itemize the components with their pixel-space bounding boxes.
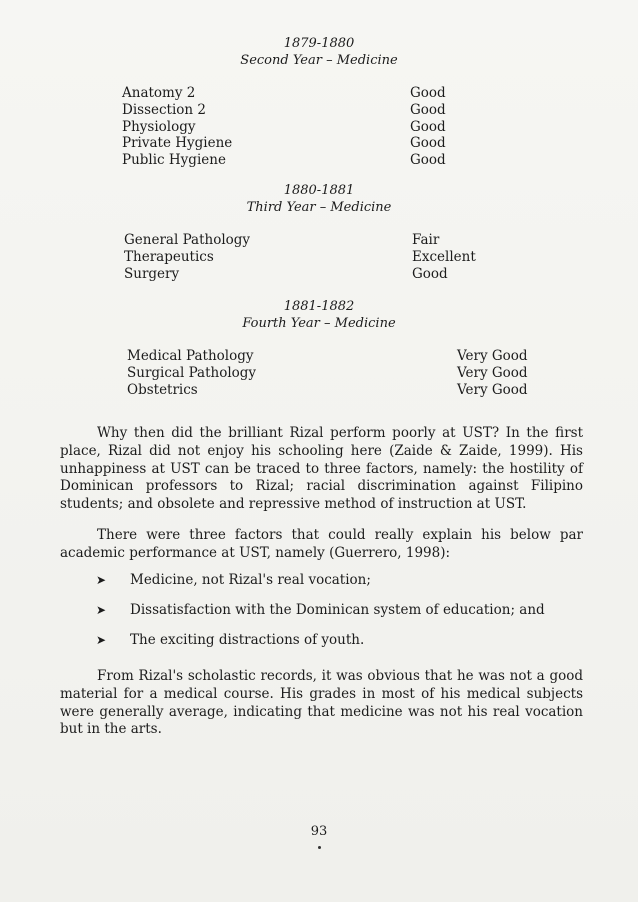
grade-row	[122, 119, 452, 136]
subject-grade: Excellent	[412, 248, 476, 265]
bullet-item	[96, 632, 576, 649]
grades-table-second-year	[122, 85, 452, 169]
subject-grade: Very Good	[457, 381, 528, 398]
grade-row	[124, 249, 504, 266]
year-level-heading: Fourth Year – Medicine	[242, 316, 396, 331]
grade-row	[122, 102, 452, 119]
subject-name: Private Hygiene	[122, 135, 233, 152]
year-level-heading: Second Year – Medicine	[240, 53, 398, 68]
subject-grade: Good	[410, 118, 446, 135]
grade-row	[124, 266, 504, 283]
grade-row	[122, 152, 452, 169]
subject-grade: Good	[410, 85, 446, 101]
subject-name: Surgery	[124, 265, 180, 282]
grades-table-third-year	[124, 232, 504, 282]
subject-grade: Fair	[412, 232, 440, 248]
subject-name: Anatomy 2	[122, 85, 196, 101]
subject-grade: Very Good	[457, 348, 528, 364]
year-heading: 1880-1881	[283, 183, 355, 198]
grade-row	[127, 382, 547, 399]
subject-name: Dissection 2	[122, 101, 206, 118]
subject-name: Physiology	[122, 118, 196, 135]
year-heading: 1879-1880	[283, 36, 355, 51]
subject-grade: Good	[412, 265, 448, 282]
subject-grade: Good	[410, 152, 446, 169]
grade-row	[127, 348, 547, 365]
body-paragraph: There were three factors that could really explain his below par academic performance at UST, namely (Guerrero, 1998):	[60, 527, 583, 561]
bullet-item	[96, 572, 576, 589]
subject-grade: Good	[410, 135, 446, 152]
subject-name: Public Hygiene	[122, 152, 226, 169]
subject-name: General Pathology	[124, 232, 251, 248]
bullet-item	[96, 602, 576, 619]
grade-row	[122, 135, 452, 152]
subject-grade: Very Good	[457, 364, 528, 381]
year-level-heading: Third Year – Medicine	[246, 200, 392, 215]
subject-name: Obstetrics	[127, 381, 198, 398]
grade-row	[124, 232, 504, 249]
bullet-text: Medicine, not Rizal's real vocation;	[130, 572, 371, 588]
page-number: 93	[310, 824, 328, 839]
arrow-bullet-icon: ➤	[96, 633, 107, 647]
body-paragraph: Why then did the brilliant Rizal perform poorly at UST? In the first place, Rizal did not enjoy his schooling here (Zaide & Zaide, 1999). His unhappiness at UST can be traced to three factors, namely: the hostility of Dominican professors to Rizal; racial discrimination against Filipino students; and obsolete and repressive method of instruction at UST.	[60, 425, 583, 513]
speck-mark	[318, 846, 321, 849]
subject-name: Therapeutics	[124, 248, 214, 265]
arrow-bullet-icon: ➤	[96, 573, 107, 587]
year-heading: 1881-1882	[283, 299, 355, 314]
subject-name: Surgical Pathology	[127, 364, 257, 381]
grades-table-fourth-year	[127, 348, 547, 398]
arrow-bullet-icon: ➤	[96, 603, 107, 617]
grade-row	[127, 365, 547, 382]
bullet-text: The exciting distractions of youth.	[130, 632, 365, 648]
body-paragraph: From Rizal's scholastic records, it was obvious that he was not a good material for a medical course. His grades in most of his medical subjects were generally average, indicating that medicine was not his real vocation but in the arts.	[60, 668, 583, 738]
subject-name: Medical Pathology	[127, 348, 254, 364]
bullet-text: Dissatisfaction with the Dominican system of education; and	[130, 602, 545, 618]
subject-grade: Good	[410, 101, 446, 118]
grade-row	[122, 85, 452, 102]
